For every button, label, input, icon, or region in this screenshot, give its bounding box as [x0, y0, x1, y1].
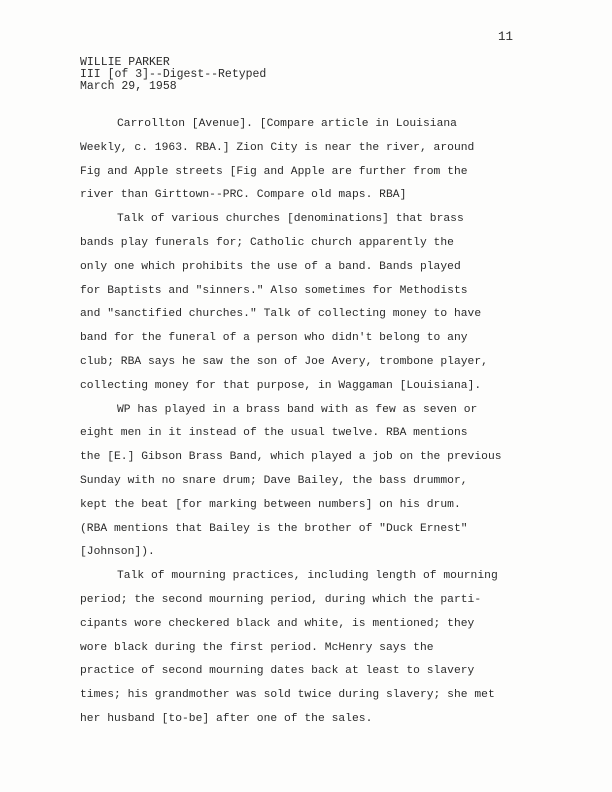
interviewee-name: WILLIE PARKER: [80, 56, 170, 69]
page-number: 11: [498, 30, 514, 44]
body-line: eight men in it instead of the usual twelve. RBA mentions: [80, 427, 468, 440]
document-header: [80, 57, 266, 93]
body-line: Talk of various churches [denominations] that brass: [117, 213, 464, 226]
body-line: collecting money for that purpose, in Waggaman [Louisiana].: [80, 379, 482, 392]
body-line: cipants wore checkered black and white, is mentioned; they: [80, 617, 475, 630]
body-line: band for the funeral of a person who didn't belong to any: [80, 332, 468, 345]
interview-date: March 29, 1958: [80, 80, 177, 93]
body-line: Sunday with no snare drum; Dave Bailey, the bass drummor,: [80, 474, 468, 487]
body-line: (RBA mentions that Bailey is the brother of "Duck Ernest": [80, 522, 468, 535]
body-line: her husband [to-be] after one of the sales.: [80, 712, 373, 725]
body-line: the [E.] Gibson Brass Band, which played a job on the previous: [80, 451, 502, 464]
body-line: Fig and Apple streets [Fig and Apple are further from the: [80, 165, 468, 178]
body-line: period; the second mourning period, during which the parti-: [80, 593, 482, 606]
body-line: wore black during the first period. McHenry says the: [80, 641, 434, 654]
body-line: WP has played in a brass band with as few as seven or: [117, 403, 478, 416]
document-body: [80, 113, 540, 732]
body-line: river than Girttown--PRC. Compare old maps. RBA]: [80, 189, 407, 202]
body-line: bands play funerals for; Catholic church apparently the: [80, 236, 454, 249]
body-line: kept the beat [for marking between numbers] on his drum.: [80, 498, 461, 511]
body-line: times; his grandmother was sold twice during slavery; she met: [80, 689, 495, 702]
body-line: Carrollton [Avenue]. [Compare article in Louisiana: [117, 118, 457, 130]
body-line: Talk of mourning practices, including length of mourning: [117, 570, 498, 583]
body-line: club; RBA says he saw the son of Joe Avery, trombone player,: [80, 355, 488, 368]
body-line: Weekly, c. 1963. RBA.] Zion City is near the river, around: [80, 141, 475, 154]
body-line: and "sanctified churches." Talk of collecting money to have: [80, 308, 482, 321]
body-line: practice of second mourning dates back at least to slavery: [80, 665, 475, 678]
body-line: for Baptists and "sinners." Also sometimes for Methodists: [80, 284, 468, 297]
document-subtitle: III [of 3]--Digest--Retyped: [80, 68, 267, 81]
body-line: only one which prohibits the use of a band. Bands played: [80, 260, 461, 273]
body-line: [Johnson]).: [80, 546, 155, 559]
